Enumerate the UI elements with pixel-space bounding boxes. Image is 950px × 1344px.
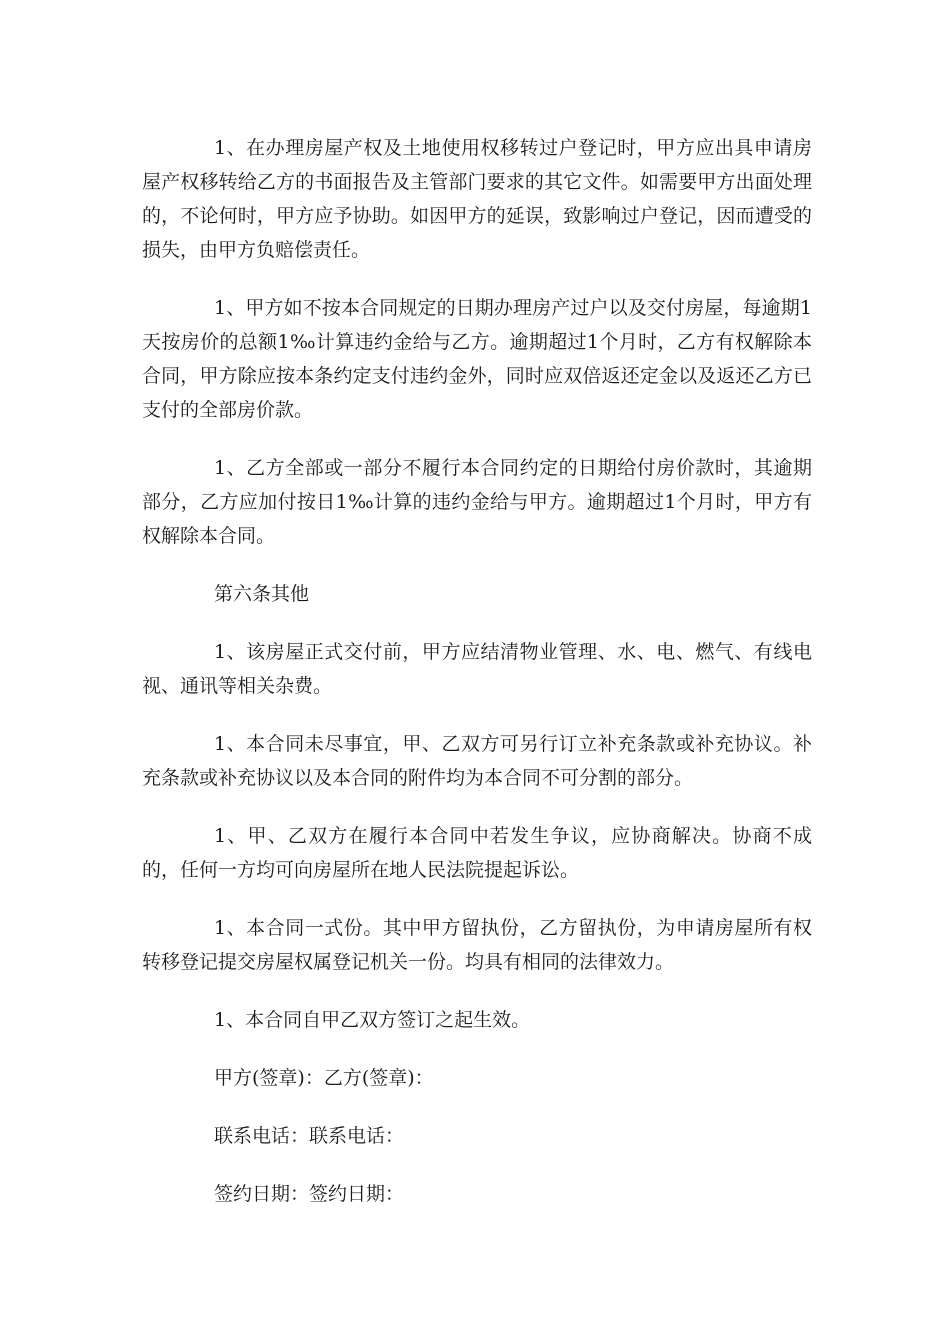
clause-fees-settlement: 1、该房屋正式交付前，甲方应结清物业管理、水、电、燃气、有线电视、通讯等相关杂费。 — [142, 641, 812, 697]
clause-transfer-registration: 1、在办理房屋产权及土地使用权移转过户登记时，甲方应出具申请房屋产权移转给乙方的书面报告及主管部门要求的其它文件。如需要甲方出面处理的，不论何时，甲方应予协助。如因甲方的延误，致影响过户登记，因而遭受的损失，由甲方负赔偿责任。 — [142, 137, 812, 261]
signing-date-line: 签约日期：签约日期： — [214, 1183, 405, 1205]
signature-line: 甲方(签章)：乙方(签章)： — [214, 1067, 434, 1089]
clause-seller-default: 1、甲方如不按本合同规定的日期办理房产过户以及交付房屋，每逾期1天按房价的总额1‰计算违约金给与乙方。逾期超过1个月时，乙方有权解除本合同，甲方除应按本条约定支付违约金外，同时应双倍返还定金以及返还乙方已支付的全部房价款。 — [142, 297, 812, 421]
clause-supplementary-terms: 1、本合同未尽事宜，甲、乙双方可另行订立补充条款或补充协议。补充条款或补充协议以及本合同的附件均为本合同不可分割的部分。 — [142, 733, 812, 789]
clause-buyer-default: 1、乙方全部或一部分不履行本合同约定的日期给付房价款时，其逾期部分，乙方应加付按日1‰计算的违约金给与甲方。逾期超过1个月时，甲方有权解除本合同。 — [142, 457, 812, 547]
article-six-heading: 第六条其他 — [214, 583, 310, 605]
clause-dispute-resolution: 1、甲、乙双方在履行本合同中若发生争议，应协商解决。协商不成的，任何一方均可向房屋所在地人民法院提起诉讼。 — [142, 825, 812, 881]
clause-copies: 1、本合同一式份。其中甲方留执份，乙方留执份，为申请房屋所有权转移登记提交房屋权属登记机关一份。均具有相同的法律效力。 — [142, 917, 812, 973]
document-body — [142, 131, 812, 1235]
contact-phone-line: 联系电话：联系电话： — [214, 1125, 405, 1147]
clause-effective-date: 1、本合同自甲乙双方签订之起生效。 — [214, 1009, 531, 1031]
